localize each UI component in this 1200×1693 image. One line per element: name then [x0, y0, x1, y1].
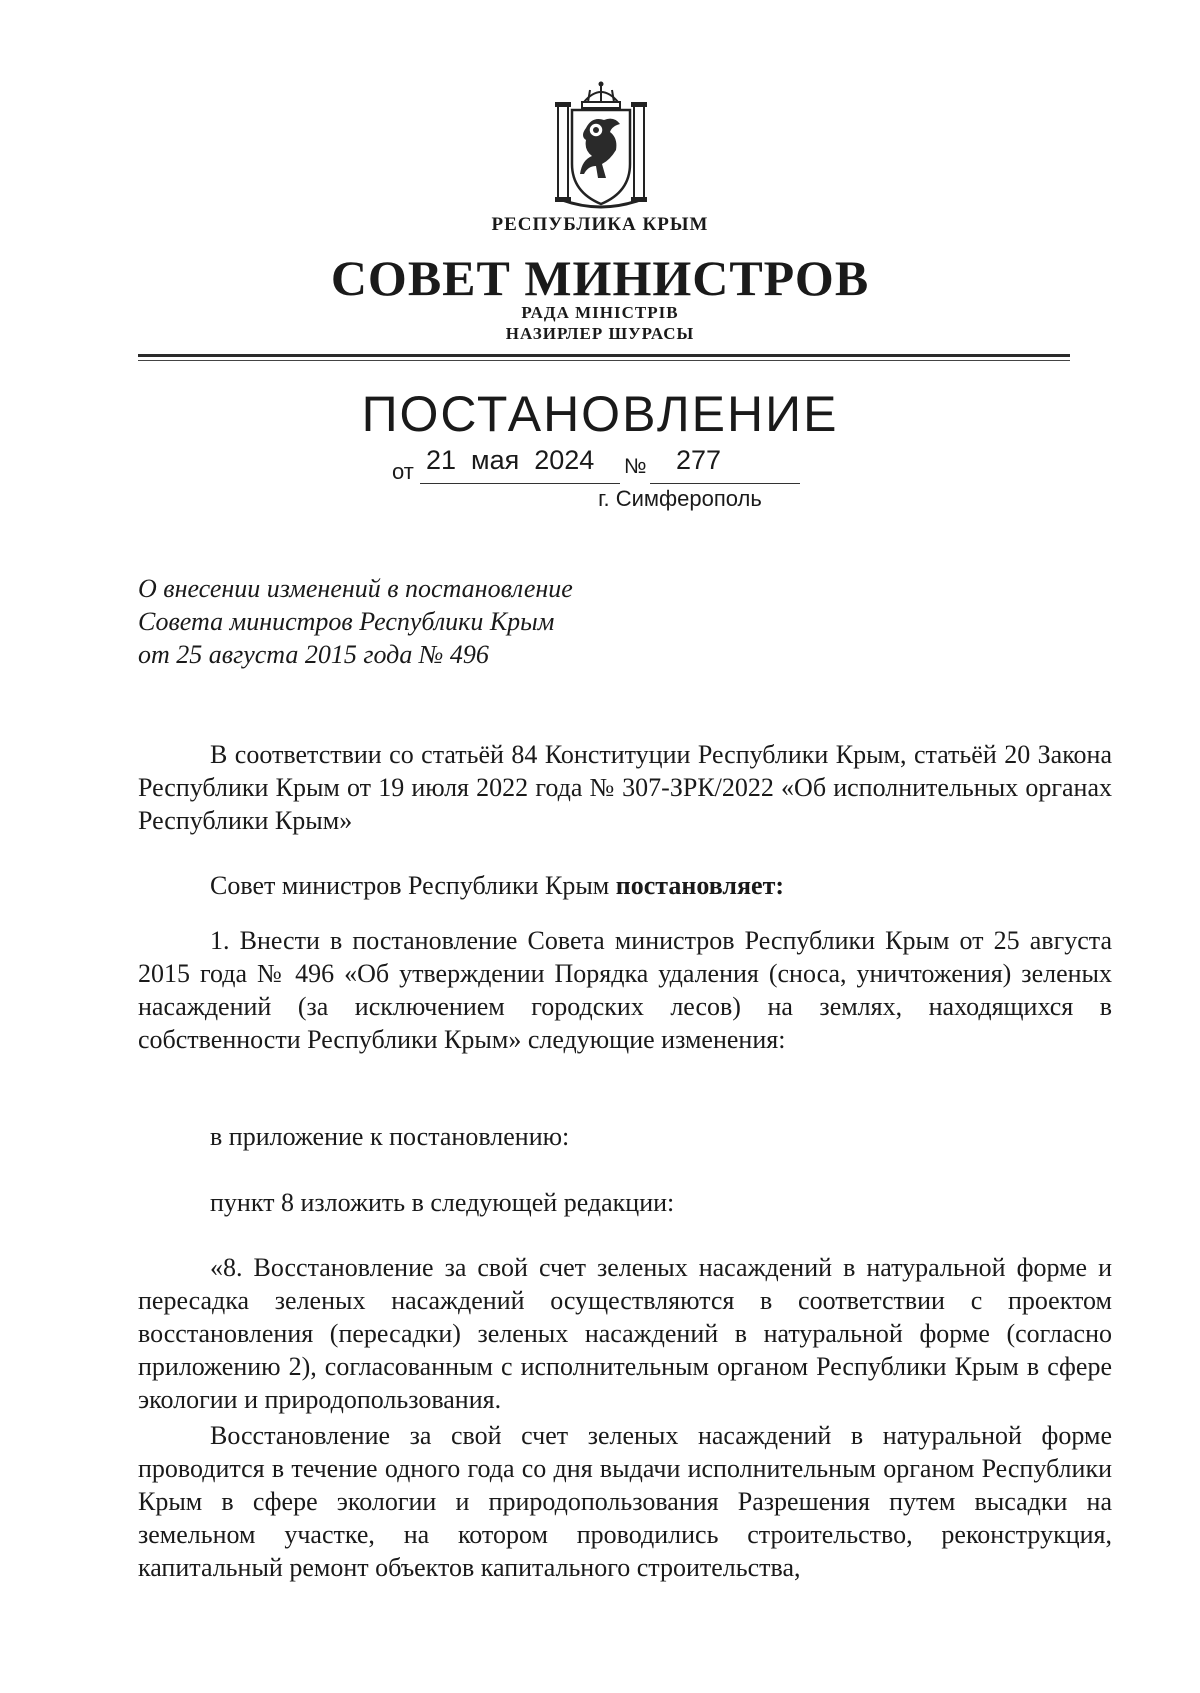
decree-paragraph	[138, 869, 1112, 902]
quoted-paragraph-1	[138, 1251, 1112, 1416]
quoted-paragraph-2	[138, 1419, 1112, 1584]
number-underline	[650, 483, 800, 484]
document-city	[0, 486, 1200, 512]
council-name-ukrainian: РАДА МІНІСТРІВ	[521, 303, 679, 322]
republic-name: РЕСПУБЛИКА КРЫМ	[491, 214, 709, 235]
number-label: №	[624, 455, 647, 478]
subject-line: Совета министров Республики Крым	[138, 607, 555, 636]
decree-line	[138, 869, 1112, 902]
point-8-paragraph	[138, 1186, 1112, 1219]
annex-text: в приложение к постановлению:	[210, 1122, 570, 1151]
council-name: СОВЕТ МИНИСТРОВ	[330, 250, 870, 306]
council-name-crimean-tatar: НАЗИРЛЕР ШУРАСЫ	[505, 324, 695, 343]
annex-paragraph	[138, 1120, 1112, 1153]
decree-keyword: постановляет:	[615, 871, 785, 900]
date-from-label: от	[392, 459, 414, 484]
quote-text-2: Восстановление за свой счет зеленых насаждений в натуральной форме проводится в течение одного года со дня выдачи исполнительным органом Республики Крым в сфере экологии и природопользования Разрешения путем высадки на земельном участке, на котором проводились строительство, реконструкция, капитальный ремонт объектов капитального строительства,	[138, 1421, 1112, 1582]
point-8-text: пункт 8 изложить в следующей редакции:	[210, 1188, 675, 1217]
header-divider-thin	[138, 360, 1070, 361]
subject-line: от 25 августа 2015 года № 496	[138, 640, 489, 669]
document-type-title: ПОСТАНОВЛЕНИЕ	[361, 386, 839, 442]
crimea-coat-of-arms-icon	[554, 80, 648, 212]
preamble-paragraph	[138, 738, 1112, 837]
city-label: г. Симферополь	[598, 486, 762, 511]
quote-text-1: «8. Восстановление за свой счет зеленых насаждений в натуральной форме и пересадка зеленых насаждений осуществляются в соответствии с проектом восстановления (пересадки) зеленых насаждений в натуральной форме (согласно приложению 2), согласованным с исполнительным органом Республики Крым в сфере экологии и природопользования.	[138, 1253, 1112, 1414]
document-number: 277	[676, 445, 722, 475]
preamble-text: В соответствии со статьёй 84 Конституции Республики Крым, статьёй 20 Закона Республики Крым от 19 июля 2022 года № 307-ЗРК/2022 «Об исполнительных органах Республики Крым»	[138, 740, 1112, 835]
date-underline	[420, 483, 620, 484]
document-subject	[138, 572, 573, 671]
document-date: 21 мая 2024	[426, 445, 595, 475]
subject-line: О внесении изменений в постановление	[138, 574, 573, 603]
item-1-paragraph	[138, 924, 1112, 1056]
document-dateline	[392, 445, 812, 485]
decree-lead-text: Совет министров Республики Крым	[210, 871, 616, 900]
item-1-text: 1. Внести в постановление Совета министров Республики Крым от 25 августа 2015 года № 496 «Об утверждении Порядка удаления (сноса, уничтожения) зеленых насаждений (за исключением городских лесов) на землях, находящихся в собственности Республики Крым» следующие изменения:	[138, 926, 1112, 1054]
header-divider-thick	[138, 354, 1070, 357]
